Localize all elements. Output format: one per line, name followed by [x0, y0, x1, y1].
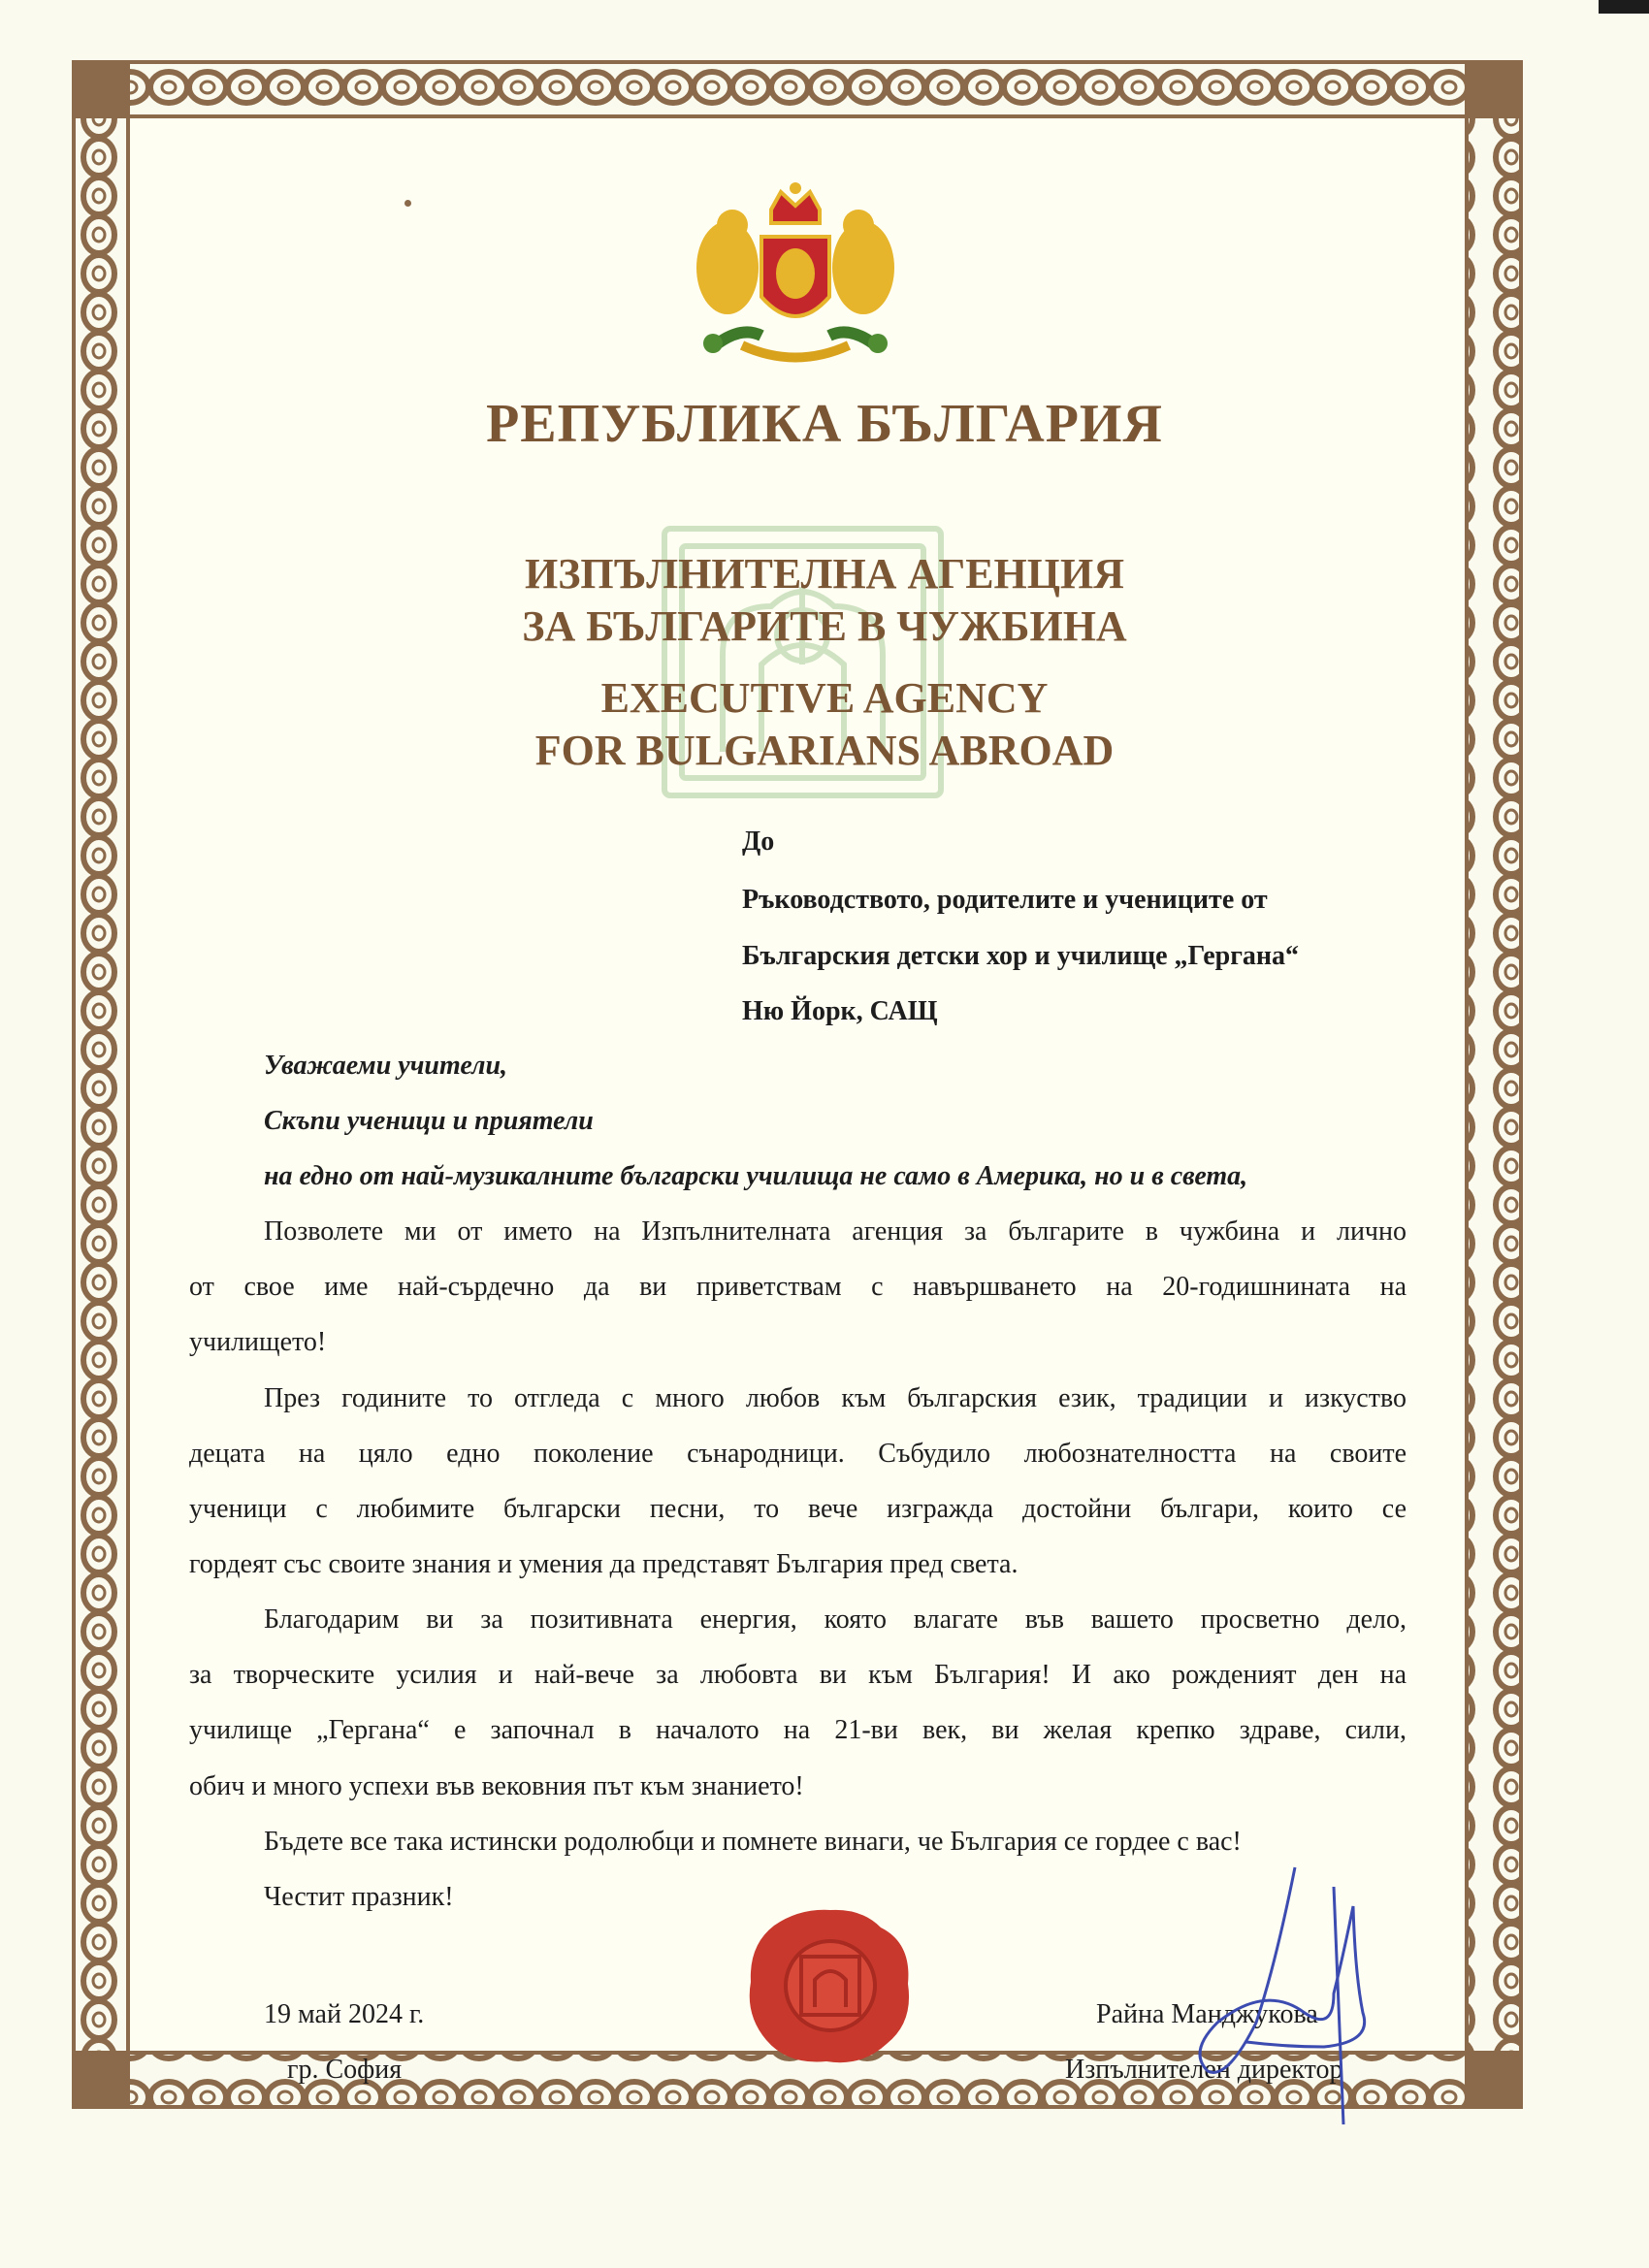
body-line: гордеят със своите знания и умения да представят България пред света.	[189, 1549, 1018, 1579]
signer-name: Райна Манджукова	[1096, 1999, 1318, 2029]
body-line: за творческите усилия и най-вече за любовта ви към България! И ако рожденият ден на	[189, 1660, 1406, 1690]
agency-name-bg-line2: ЗА БЪЛГАРИТЕ В ЧУЖБИНА	[522, 602, 1127, 650]
greeting-line2: Скъпи ученици и приятели	[264, 1106, 594, 1136]
scan-edge	[1599, 0, 1649, 14]
body-line: от свое име най-сърдечно да ви приветствам с навършването на 20-годишнината на	[189, 1272, 1406, 1302]
body-line: училище „Гергана“ е започнал в началото на 21-ви век, ви желая крепко здраве, сили,	[189, 1715, 1406, 1745]
agency-name-en-line2: FOR BULGARIANS ABROAD	[534, 727, 1115, 774]
handwritten-signature-icon	[1188, 1848, 1387, 2129]
address-line1: Ръководството, родителите и учениците от	[742, 885, 1268, 915]
country-title: РЕПУБЛИКА БЪЛГАРИЯ	[486, 394, 1163, 454]
agency-name-en-line1: EXECUTIVE AGENCY	[600, 674, 1049, 722]
body-line: Благодарим ви за позитивната енергия, която влагате във вашето просветно дело,	[264, 1604, 1406, 1635]
body-line: обич и много успехи във вековния път към знанието!	[189, 1771, 804, 1801]
body-line: Позволете ми от името на Изпълнителната агенция за българите в чужбина и лично	[264, 1216, 1406, 1247]
document-city: гр. София	[287, 2055, 403, 2085]
body-line: училището!	[189, 1327, 327, 1357]
document-date: 19 май 2024 г.	[264, 1999, 425, 2029]
bulgaria-coat-of-arms-icon	[674, 180, 917, 369]
body-line: Честит празник!	[264, 1882, 454, 1912]
greeting-line1: Уважаеми учители,	[264, 1051, 508, 1081]
body-line: децата на цяло едно поколение сънародници. Събудило любознателността на своите	[189, 1439, 1406, 1469]
speck	[404, 200, 411, 207]
wax-seal-icon	[745, 1906, 915, 2066]
greeting-line3: на едно от най-музикалните български училища не само в Америка, но и в света,	[264, 1161, 1248, 1191]
agency-name-bg-line1: ИЗПЪЛНИТЕЛНА АГЕНЦИЯ	[524, 550, 1125, 598]
body-line: През годините то отгледа с много любов към българския език, традиции и изкуство	[264, 1383, 1406, 1413]
address-line3: Ню Йорк, САЩ	[742, 996, 938, 1026]
body-line: ученици с любимите български песни, то вече изгражда достойни българи, които се	[189, 1494, 1406, 1524]
signer-title: Изпълнителен директор	[1065, 2055, 1343, 2085]
address-to: До	[742, 826, 775, 857]
address-line2: Българския детски хор и училище „Гергана“	[742, 941, 1300, 971]
body-line: Бъдете все така истински родолюбци и помнете винаги, че България се гордее с вас!	[264, 1827, 1242, 1857]
